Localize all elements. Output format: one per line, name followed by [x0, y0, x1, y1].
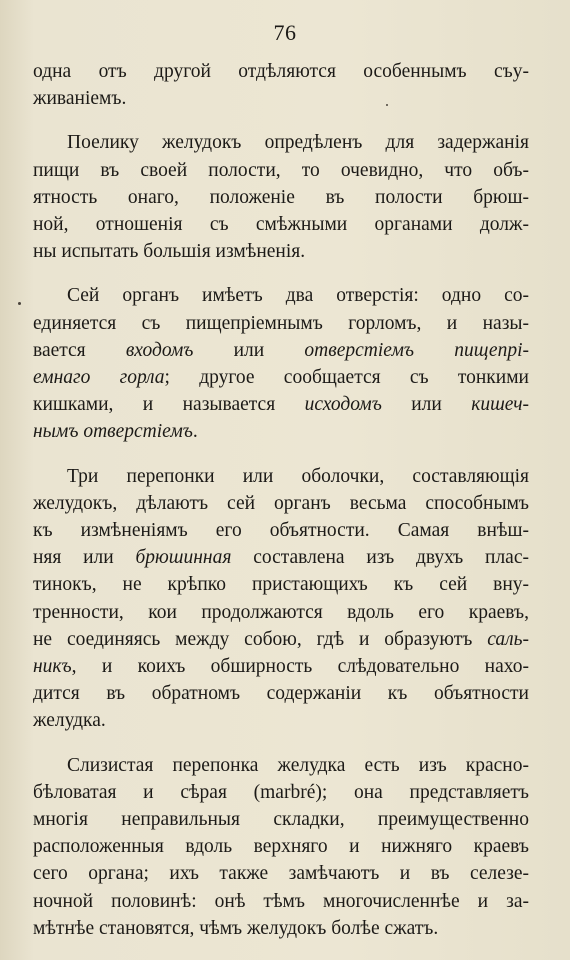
paragraph: [33, 129, 529, 265]
text-segment: вается: [33, 339, 126, 361]
text-segment: не соединяясь между собою, гдѣ и образуютъ: [33, 628, 488, 650]
text-line: [33, 418, 529, 445]
page-number: 76: [273, 20, 297, 45]
italic-term: брюшинная: [135, 547, 232, 569]
text-line: [33, 680, 529, 707]
text-segment: , и коихъ обширность слѣдовательно нахо-: [71, 656, 529, 678]
text-segment: желудка.: [33, 710, 106, 732]
text-line: [33, 888, 529, 915]
text-segment: ; другое сообщается съ тонкими: [164, 367, 529, 389]
text-line: [33, 833, 529, 860]
text-segment: тинокъ, не крѣпко пристающихъ къ сей вну-: [33, 574, 529, 596]
italic-term: саль-: [487, 628, 529, 650]
text-segment: пищи въ своей полости, то очевидно, что объ-: [33, 159, 529, 181]
text-line: [33, 517, 529, 544]
italic-term: никъ: [33, 656, 72, 678]
italic-term: кишеч-: [471, 394, 529, 416]
paragraph: [33, 752, 529, 942]
text-segment: ночной половинѣ: онѣ тѣмъ многочисленнѣе и за-: [33, 890, 529, 912]
text-line: [33, 463, 529, 490]
text-line: [33, 626, 529, 653]
text-segment: къ измѣненіямъ его объятности. Самая внѣш-: [33, 520, 529, 542]
text-line: [33, 752, 529, 779]
text-line: [33, 571, 529, 598]
text-segment: .: [192, 421, 198, 443]
italic-term: нымъ отверстіемъ: [33, 421, 193, 443]
text-line: [33, 806, 529, 833]
text-segment: тренности, кои продолжаются вдоль его краевъ,: [33, 601, 529, 623]
text-segment: ной, отношенія съ смѣжными органами долж-: [33, 214, 529, 236]
italic-term: отверстіемъ пищепрі-: [304, 339, 529, 361]
text-segment: кишками, и называется: [33, 394, 305, 416]
text-line: [33, 707, 529, 734]
text-line: [33, 157, 529, 184]
text-segment: или: [193, 339, 305, 361]
text-line: [33, 544, 529, 571]
text-line: [33, 337, 529, 364]
text-segment: ны испытать большія измѣненія.: [33, 241, 306, 263]
text-segment: Три перепонки или оболочки, составляющія: [67, 465, 529, 487]
text-line: [33, 85, 529, 112]
text-segment: живаніемъ.: [33, 88, 127, 110]
text-segment: или: [381, 394, 472, 416]
text-line: [33, 779, 529, 806]
margin-ink-dot: [18, 302, 21, 305]
text-line: [33, 211, 529, 238]
body-text: [33, 58, 529, 959]
paragraph: [33, 282, 529, 445]
text-line: [33, 860, 529, 887]
text-line: [33, 653, 529, 680]
page-speck: [386, 104, 388, 106]
text-line: [33, 282, 529, 309]
text-segment: составлена изъ двухъ плас-: [231, 547, 529, 569]
text-segment: дится въ обратномъ содержаніи къ объятности: [33, 683, 529, 705]
text-line: [33, 599, 529, 626]
text-segment: многія неправильныя складки, преимущественно: [33, 809, 529, 831]
text-segment: единяется съ пищепріемнымъ горломъ, и назы-: [33, 312, 529, 334]
text-line: [33, 58, 529, 85]
italic-term: исходомъ: [304, 394, 382, 416]
text-segment: бѣловатая и сѣрая (marbré); она представляетъ: [33, 781, 529, 803]
text-segment: мѣтнѣе становятся, чѣмъ желудокъ болѣе сжатъ.: [33, 917, 439, 939]
italic-term: емнаго горла: [33, 367, 165, 389]
italic-term: входомъ: [125, 339, 194, 361]
text-line: [33, 129, 529, 156]
text-line: [33, 310, 529, 337]
text-line: [33, 238, 529, 265]
text-segment: сего органа; ихъ также замѣчаютъ и въ селезе-: [33, 863, 529, 885]
text-segment: няя или: [33, 547, 136, 569]
text-segment: расположенныя вдоль верхняго и нижняго краевъ: [33, 836, 529, 858]
text-segment: ятность онаго, положеніе въ полости брюш-: [33, 186, 529, 208]
text-segment: Сей органъ имѣетъ два отверстія: одно со-: [67, 285, 529, 307]
text-segment: Поелику желудокъ опредѣленъ для задержанія: [67, 132, 529, 154]
paragraph: [33, 463, 529, 735]
text-line: [33, 915, 529, 942]
text-line: [33, 184, 529, 211]
text-line: [33, 490, 529, 517]
text-segment: Слизистая перепонка желудка есть изъ красно-: [67, 754, 529, 776]
text-line: [33, 391, 529, 418]
text-segment: одна отъ другой отдѣляются особеннымъ съу-: [33, 61, 529, 82]
text-segment: желудокъ, дѣлаютъ сей органъ весьма способнымъ: [33, 492, 529, 514]
text-line: [33, 364, 529, 391]
paragraph: [33, 58, 529, 112]
